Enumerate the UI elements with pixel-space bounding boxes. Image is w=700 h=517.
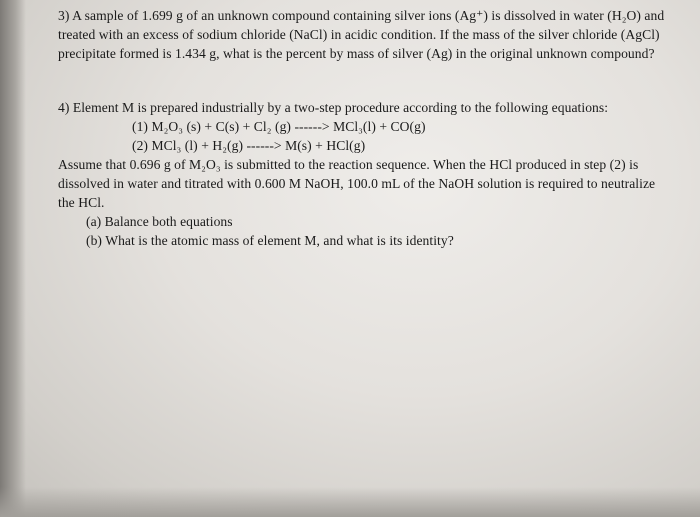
q4-equation-2: (2) MCl₃ (l) + H₂(g) ------> M(s) + HCl(g)	[132, 138, 366, 153]
page-edge-shadow	[0, 0, 26, 517]
question-4	[58, 98, 694, 250]
bottom-shadow	[0, 487, 700, 517]
q4-body-line-2: dissolved in water and titrated with 0.600 M NaOH, 100.0 mL of the NaOH solution is required to neutralize	[58, 176, 656, 191]
q4-part-b: (b) What is the atomic mass of element M, and what is its identity?	[86, 233, 454, 248]
q3-line-2: treated with an excess of sodium chloride (NaCl) in acidic condition. If the mass of the silver chloride (AgCl)	[58, 27, 660, 42]
q4-intro: 4) Element M is prepared industrially by a two-step procedure according to the following equations:	[58, 100, 609, 115]
q4-part-a: (a) Balance both equations	[86, 214, 233, 229]
q4-body-line-1: Assume that 0.696 g of M₂O₃ is submitted to the reaction sequence. When the HCl produced in step (2) is	[58, 157, 639, 172]
question-3	[58, 6, 694, 63]
q3-line-3: precipitate formed is 1.434 g, what is the percent by mass of silver (Ag) in the original unknown compound?	[58, 46, 655, 61]
q4-body-line-3: the HCl.	[58, 195, 105, 210]
q3-line-1: 3) A sample of 1.699 g of an unknown compound containing silver ions (Ag⁺) is dissolved in water (H₂O) and	[58, 8, 665, 23]
q4-equation-1: (1) M₂O₃ (s) + C(s) + Cl₂ (g) ------> MCl₃(l) + CO(g)	[132, 119, 426, 134]
problem-text	[58, 6, 694, 250]
